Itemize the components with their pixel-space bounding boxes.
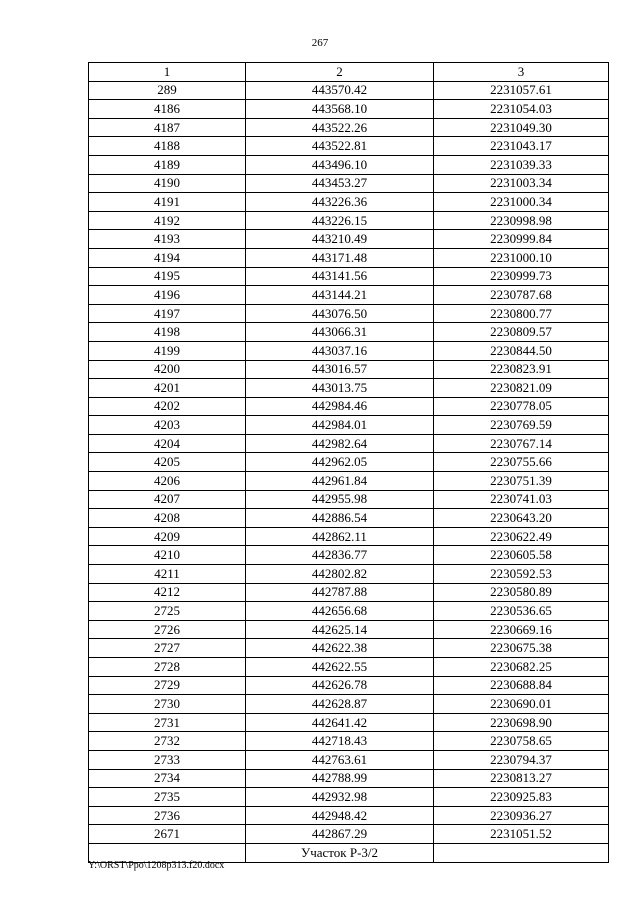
table-row [89, 360, 609, 379]
point-number-cell: 4192 [89, 211, 246, 230]
point-number-cell: 4200 [89, 360, 246, 379]
y-coordinate-cell: 2230690.01 [434, 695, 609, 714]
point-number-cell: 4201 [89, 379, 246, 398]
point-number-cell: 2730 [89, 695, 246, 714]
table-row [89, 230, 609, 249]
coordinates-table-body [89, 63, 609, 863]
coordinates-table [88, 62, 609, 863]
x-coordinate-cell: 442628.87 [246, 695, 434, 714]
y-coordinate-cell: 2231000.34 [434, 193, 609, 212]
table-row [89, 100, 609, 119]
column-header-3: 3 [434, 63, 609, 82]
y-coordinate-cell: 2230999.84 [434, 230, 609, 249]
table-row [89, 397, 609, 416]
x-coordinate-cell: 443568.10 [246, 100, 434, 119]
x-coordinate-cell: 443016.57 [246, 360, 434, 379]
table-row [89, 658, 609, 677]
point-number-cell: 2736 [89, 806, 246, 825]
x-coordinate-cell: 442955.98 [246, 490, 434, 509]
point-number-cell: 2735 [89, 788, 246, 807]
y-coordinate-cell: 2230813.27 [434, 769, 609, 788]
point-number-cell: 4202 [89, 397, 246, 416]
table-row [89, 565, 609, 584]
point-number-cell: 4190 [89, 174, 246, 193]
point-number-cell: 4188 [89, 137, 246, 156]
table-row [89, 434, 609, 453]
x-coordinate-cell: 443013.75 [246, 379, 434, 398]
y-coordinate-cell: 2230769.59 [434, 416, 609, 435]
x-coordinate-cell: 443522.81 [246, 137, 434, 156]
table-row [89, 267, 609, 286]
table-row [89, 137, 609, 156]
point-number-cell: 2727 [89, 639, 246, 658]
y-coordinate-cell: 2231003.34 [434, 174, 609, 193]
y-coordinate-cell: 2230755.66 [434, 453, 609, 472]
y-coordinate-cell: 2230936.27 [434, 806, 609, 825]
y-coordinate-cell: 2231054.03 [434, 100, 609, 119]
y-coordinate-cell: 2230580.89 [434, 583, 609, 602]
x-coordinate-cell: 442984.01 [246, 416, 434, 435]
y-coordinate-cell: 2230688.84 [434, 676, 609, 695]
table-row [89, 620, 609, 639]
table-header-row [89, 63, 609, 82]
point-number-cell: 2725 [89, 602, 246, 621]
y-coordinate-cell: 2230787.68 [434, 286, 609, 305]
table-row [89, 695, 609, 714]
x-coordinate-cell: 442867.29 [246, 825, 434, 844]
point-number-cell: 2732 [89, 732, 246, 751]
y-coordinate-cell: 2231049.30 [434, 118, 609, 137]
point-number-cell: 2729 [89, 676, 246, 695]
x-coordinate-cell: 443144.21 [246, 286, 434, 305]
y-coordinate-cell: 2230767.14 [434, 434, 609, 453]
table-row [89, 509, 609, 528]
y-coordinate-cell: 2231000.10 [434, 248, 609, 267]
x-coordinate-cell: 442982.64 [246, 434, 434, 453]
y-coordinate-cell: 2230605.58 [434, 546, 609, 565]
point-number-cell: 2734 [89, 769, 246, 788]
point-number-cell: 4199 [89, 341, 246, 360]
table-row [89, 323, 609, 342]
y-coordinate-cell: 2230778.05 [434, 397, 609, 416]
table-row [89, 750, 609, 769]
table-row [89, 174, 609, 193]
table-row [89, 341, 609, 360]
footer-file-path: Y:\ORST\Ppo\1208p313.f20.docx [88, 860, 225, 871]
x-coordinate-cell: 442932.98 [246, 788, 434, 807]
y-coordinate-cell: 2230998.98 [434, 211, 609, 230]
x-coordinate-cell: 442788.99 [246, 769, 434, 788]
y-coordinate-cell: 2230758.65 [434, 732, 609, 751]
point-number-cell: 289 [89, 81, 246, 100]
table-row [89, 211, 609, 230]
x-coordinate-cell: 442718.43 [246, 732, 434, 751]
table-row [89, 732, 609, 751]
x-coordinate-cell: 442962.05 [246, 453, 434, 472]
x-coordinate-cell: 442622.38 [246, 639, 434, 658]
table-row [89, 155, 609, 174]
table-row [89, 304, 609, 323]
x-coordinate-cell: 442625.14 [246, 620, 434, 639]
y-coordinate-cell: 2230823.91 [434, 360, 609, 379]
x-coordinate-cell: 442886.54 [246, 509, 434, 528]
point-number-cell: 4206 [89, 472, 246, 491]
table-row [89, 416, 609, 435]
point-number-cell: 2726 [89, 620, 246, 639]
point-number-cell: 4198 [89, 323, 246, 342]
table-row [89, 118, 609, 137]
x-coordinate-cell: 442622.55 [246, 658, 434, 677]
x-coordinate-cell: 443141.56 [246, 267, 434, 286]
table-row [89, 472, 609, 491]
table-row [89, 676, 609, 695]
x-coordinate-cell: 442984.46 [246, 397, 434, 416]
y-coordinate-cell: 2230809.57 [434, 323, 609, 342]
y-coordinate-cell: 2230821.09 [434, 379, 609, 398]
table-row [89, 602, 609, 621]
point-number-cell: 2731 [89, 713, 246, 732]
point-number-cell: 4194 [89, 248, 246, 267]
column-header-2: 2 [246, 63, 434, 82]
x-coordinate-cell: 443210.49 [246, 230, 434, 249]
x-coordinate-cell: 443453.27 [246, 174, 434, 193]
point-number-cell: 4205 [89, 453, 246, 472]
point-number-cell: 4204 [89, 434, 246, 453]
y-coordinate-cell: 2230675.38 [434, 639, 609, 658]
table-row [89, 527, 609, 546]
x-coordinate-cell: 443076.50 [246, 304, 434, 323]
table-row [89, 81, 609, 100]
table-row [89, 193, 609, 212]
table-row [89, 639, 609, 658]
y-coordinate-cell: 2231043.17 [434, 137, 609, 156]
page-number: 267 [311, 37, 329, 49]
y-coordinate-cell: 2230698.90 [434, 713, 609, 732]
x-coordinate-cell: 442862.11 [246, 527, 434, 546]
table-row [89, 453, 609, 472]
y-coordinate-cell: 2230751.39 [434, 472, 609, 491]
point-number-cell: 4193 [89, 230, 246, 249]
y-coordinate-cell: 2230669.16 [434, 620, 609, 639]
point-number-cell: 4191 [89, 193, 246, 212]
y-coordinate-cell: 2230536.65 [434, 602, 609, 621]
point-number-cell: 4210 [89, 546, 246, 565]
point-number-cell: 4203 [89, 416, 246, 435]
table-row [89, 248, 609, 267]
y-coordinate-cell: 2230592.53 [434, 565, 609, 584]
x-coordinate-cell: 442961.84 [246, 472, 434, 491]
point-number-cell: 4196 [89, 286, 246, 305]
x-coordinate-cell: 443570.42 [246, 81, 434, 100]
x-coordinate-cell: 443226.36 [246, 193, 434, 212]
x-coordinate-cell: 443496.10 [246, 155, 434, 174]
x-coordinate-cell: 442626.78 [246, 676, 434, 695]
table-row [89, 379, 609, 398]
point-number-cell: 4208 [89, 509, 246, 528]
x-coordinate-cell: 443522.26 [246, 118, 434, 137]
point-number-cell: 4195 [89, 267, 246, 286]
point-number-cell: 4212 [89, 583, 246, 602]
table-row [89, 286, 609, 305]
x-coordinate-cell: 442948.42 [246, 806, 434, 825]
x-coordinate-cell: 442656.68 [246, 602, 434, 621]
point-number-cell: 2728 [89, 658, 246, 677]
table-row [89, 825, 609, 844]
point-number-cell: 4207 [89, 490, 246, 509]
y-coordinate-cell: 2230925.83 [434, 788, 609, 807]
x-coordinate-cell: 443037.16 [246, 341, 434, 360]
x-coordinate-cell: 443226.15 [246, 211, 434, 230]
point-number-cell: 4197 [89, 304, 246, 323]
table-row [89, 806, 609, 825]
point-number-cell: 4186 [89, 100, 246, 119]
point-number-cell: 4211 [89, 565, 246, 584]
x-coordinate-cell: 442836.77 [246, 546, 434, 565]
x-coordinate-cell: 442802.82 [246, 565, 434, 584]
point-number-cell: 2671 [89, 825, 246, 844]
x-coordinate-cell: 443066.31 [246, 323, 434, 342]
table-row [89, 769, 609, 788]
y-coordinate-cell: 2230794.37 [434, 750, 609, 769]
section-title-cell: Участок Р-3/2 [246, 843, 434, 862]
table-row [89, 490, 609, 509]
y-coordinate-cell: 2230741.03 [434, 490, 609, 509]
y-coordinate-cell: 2230999.73 [434, 267, 609, 286]
point-number-cell: 2733 [89, 750, 246, 769]
y-coordinate-cell: 2231039.33 [434, 155, 609, 174]
point-number-cell: 4209 [89, 527, 246, 546]
y-coordinate-cell: 2230622.49 [434, 527, 609, 546]
x-coordinate-cell: 442763.61 [246, 750, 434, 769]
y-coordinate-cell: 2230844.50 [434, 341, 609, 360]
y-coordinate-cell: 2231051.52 [434, 825, 609, 844]
point-number-cell: 4189 [89, 155, 246, 174]
table-row [89, 713, 609, 732]
column-header-1: 1 [89, 63, 246, 82]
table-row [89, 583, 609, 602]
y-coordinate-cell: 2230643.20 [434, 509, 609, 528]
y-coordinate-cell: 2230682.25 [434, 658, 609, 677]
x-coordinate-cell: 442787.88 [246, 583, 434, 602]
table-row [89, 788, 609, 807]
x-coordinate-cell: 442641.42 [246, 713, 434, 732]
table-row [89, 546, 609, 565]
y-coordinate-cell: 2230800.77 [434, 304, 609, 323]
section-empty-cell-right [434, 843, 609, 862]
y-coordinate-cell: 2231057.61 [434, 81, 609, 100]
point-number-cell: 4187 [89, 118, 246, 137]
x-coordinate-cell: 443171.48 [246, 248, 434, 267]
